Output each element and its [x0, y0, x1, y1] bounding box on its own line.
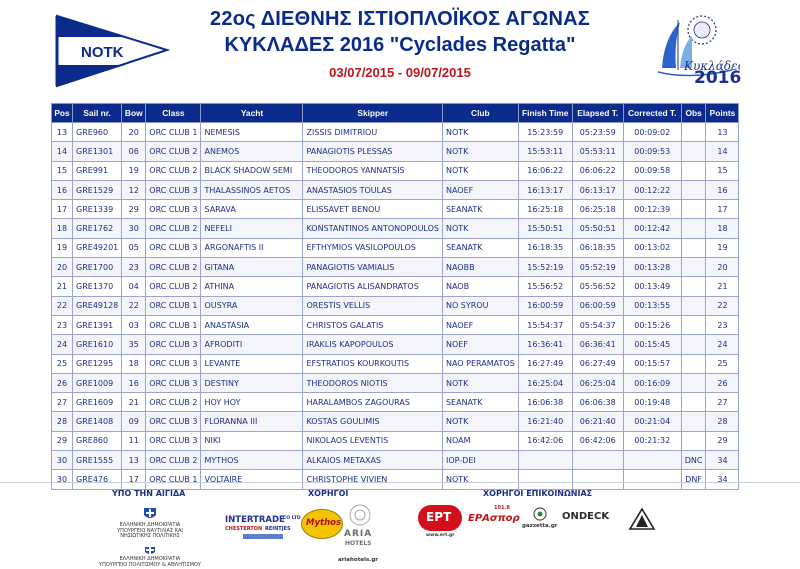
- table-cell: GRE1295: [73, 354, 122, 373]
- table-cell: 06:36:41: [572, 335, 623, 354]
- table-cell: [518, 451, 572, 470]
- table-cell: ORC CLUB 3: [146, 354, 201, 373]
- table-cell: 16:25:18: [518, 200, 572, 219]
- table-cell: ORC CLUB 2: [146, 258, 201, 277]
- table-cell: NAOEF: [442, 315, 518, 334]
- table-cell: 21: [706, 277, 739, 296]
- table-cell: [681, 258, 706, 277]
- table-cell: 04: [122, 277, 146, 296]
- table-cell: [681, 354, 706, 373]
- gazzetta-logo: gazzetta.gr: [520, 507, 562, 533]
- table-cell: AFRODITI: [201, 335, 303, 354]
- column-header: Obs: [681, 104, 706, 123]
- table-cell: 20: [122, 123, 146, 142]
- table-cell: ORC CLUB 3: [146, 431, 201, 450]
- table-cell: 25: [706, 354, 739, 373]
- table-row: [52, 200, 739, 219]
- table-cell: 15:50:51: [518, 219, 572, 238]
- table-cell: ELISSAVET BENOU: [303, 200, 442, 219]
- table-cell: 00:09:58: [623, 161, 681, 180]
- table-cell: 05: [122, 238, 146, 257]
- table-cell: 23: [52, 315, 73, 334]
- table-cell: 00:12:39: [623, 200, 681, 219]
- table-cell: ORC CLUB 3: [146, 238, 201, 257]
- page-header: [0, 0, 800, 100]
- table-cell: 16:42:06: [518, 431, 572, 450]
- table-row: [52, 451, 739, 470]
- table-cell: 23: [706, 315, 739, 334]
- table-cell: THALASSINOS AETOS: [201, 180, 303, 199]
- table-cell: 03: [122, 315, 146, 334]
- table-row: [52, 412, 739, 431]
- column-header: Class: [146, 104, 201, 123]
- table-cell: 18: [122, 354, 146, 373]
- table-cell: 24: [52, 335, 73, 354]
- table-cell: HARALAMBOS ZAGOURAS: [303, 393, 442, 412]
- notk-logo-text: NOTK: [81, 44, 124, 61]
- table-cell: 19: [706, 238, 739, 257]
- table-cell: ARGONAFTIS II: [201, 238, 303, 257]
- table-cell: DESTINY: [201, 373, 303, 392]
- column-header: Sail nr.: [73, 104, 122, 123]
- ert-url: www.ert.gr: [426, 533, 455, 538]
- table-cell: 22: [122, 296, 146, 315]
- table-cell: ORC CLUB 2: [146, 277, 201, 296]
- table-cell: ORC CLUB 3: [146, 335, 201, 354]
- column-header: Finish Time: [518, 104, 572, 123]
- table-cell: ORC CLUB 1: [146, 315, 201, 334]
- table-cell: GRE1301: [73, 142, 122, 161]
- table-cell: THEODOROS YANNATSIS: [303, 161, 442, 180]
- table-cell: 26: [52, 373, 73, 392]
- table-cell: ORC CLUB 3: [146, 200, 201, 219]
- table-row: [52, 123, 739, 142]
- table-cell: NOTK: [442, 142, 518, 161]
- table-cell: GITANA: [201, 258, 303, 277]
- table-cell: 21: [122, 393, 146, 412]
- table-cell: FLORANNA III: [201, 412, 303, 431]
- table-cell: 13: [706, 123, 739, 142]
- page-footer: [0, 482, 800, 569]
- table-cell: ORC CLUB 2: [146, 393, 201, 412]
- table-cell: ORC CLUB 1: [146, 296, 201, 315]
- table-cell: GRE860: [73, 431, 122, 450]
- table-cell: BLACK SHADOW SEMI: [201, 161, 303, 180]
- table-cell: 06:06:22: [572, 161, 623, 180]
- table-cell: 14: [706, 142, 739, 161]
- table-cell: DNC: [681, 451, 706, 470]
- table-cell: GRE1408: [73, 412, 122, 431]
- table-cell: [681, 180, 706, 199]
- results-table: [51, 103, 739, 490]
- table-cell: [681, 393, 706, 412]
- table-cell: 24: [706, 335, 739, 354]
- table-cell: 34: [706, 451, 739, 470]
- aria-hotels-logo: ARIA HOTELS ariahotels.gr: [340, 503, 380, 565]
- table-cell: [681, 161, 706, 180]
- table-cell: 15: [706, 161, 739, 180]
- table-cell: 16: [706, 180, 739, 199]
- table-cell: 28: [706, 412, 739, 431]
- sponsors-heading: ΧΟΡΗΓΟΙ: [308, 489, 349, 498]
- table-cell: 00:15:45: [623, 335, 681, 354]
- table-cell: 29: [52, 431, 73, 450]
- table-cell: 06:27:49: [572, 354, 623, 373]
- table-cell: 22: [52, 296, 73, 315]
- table-cell: 06:00:59: [572, 296, 623, 315]
- table-cell: 15:52:19: [518, 258, 572, 277]
- table-cell: VOLTAIRE: [201, 470, 303, 489]
- ert-logo: ΕΡΤ: [418, 505, 462, 531]
- column-header: Points: [706, 104, 739, 123]
- table-cell: 16:25:04: [518, 373, 572, 392]
- table-cell: GRE991: [73, 161, 122, 180]
- event-dates: 03/07/2015 - 09/07/2015: [329, 65, 471, 80]
- table-cell: 05:53:11: [572, 142, 623, 161]
- table-cell: 00:12:42: [623, 219, 681, 238]
- table-cell: GRE1391: [73, 315, 122, 334]
- table-cell: IOP-DEI: [442, 451, 518, 470]
- table-cell: 17: [122, 470, 146, 489]
- table-cell: [681, 296, 706, 315]
- table-cell: ANASTASIA: [201, 315, 303, 334]
- table-cell: 16:13:17: [518, 180, 572, 199]
- table-row: [52, 354, 739, 373]
- table-cell: [681, 123, 706, 142]
- column-header: Corrected T.: [623, 104, 681, 123]
- table-cell: ORC CLUB 3: [146, 180, 201, 199]
- table-cell: 35: [122, 335, 146, 354]
- table-cell: 16:06:38: [518, 393, 572, 412]
- table-cell: 28: [52, 412, 73, 431]
- table-cell: SARAVA: [201, 200, 303, 219]
- table-cell: 06:25:04: [572, 373, 623, 392]
- table-cell: 05:54:37: [572, 315, 623, 334]
- cyclades-2016-logo: [640, 8, 740, 92]
- table-cell: 22: [706, 296, 739, 315]
- table-cell: 19: [122, 161, 146, 180]
- table-cell: GRE1555: [73, 451, 122, 470]
- table-cell: 12: [122, 180, 146, 199]
- column-header: Skipper: [303, 104, 442, 123]
- table-cell: 06:21:40: [572, 412, 623, 431]
- table-cell: 30: [122, 219, 146, 238]
- table-cell: GRE1370: [73, 277, 122, 296]
- table-cell: 05:23:59: [572, 123, 623, 142]
- table-cell: NEFELI: [201, 219, 303, 238]
- table-header-row: [52, 104, 739, 123]
- table-cell: 26: [706, 373, 739, 392]
- table-cell: [623, 451, 681, 470]
- table-cell: NIKI: [201, 431, 303, 450]
- table-row: [52, 258, 739, 277]
- table-cell: 17: [706, 200, 739, 219]
- table-cell: 00:13:02: [623, 238, 681, 257]
- table-cell: 16:18:35: [518, 238, 572, 257]
- table-cell: NOTK: [442, 470, 518, 489]
- intertrade-logo: INTERTRADE CO LTD CHESTERTON REINTJES: [225, 513, 303, 543]
- table-cell: 00:13:55: [623, 296, 681, 315]
- table-cell: 16:21:40: [518, 412, 572, 431]
- table-cell: MYTHOS: [201, 451, 303, 470]
- table-cell: GRE1529: [73, 180, 122, 199]
- svg-text:Κυκλάδες: Κυκλάδες: [684, 59, 740, 73]
- greek-emblem-icon: [141, 546, 159, 556]
- table-cell: 30: [52, 470, 73, 489]
- table-cell: 00:13:28: [623, 258, 681, 277]
- table-cell: [681, 277, 706, 296]
- table-cell: 16:00:59: [518, 296, 572, 315]
- table-cell: 18: [52, 219, 73, 238]
- table-cell: ORC CLUB 2: [146, 451, 201, 470]
- table-cell: KONSTANTINOS ANTONOPOULOS: [303, 219, 442, 238]
- table-cell: 09: [122, 412, 146, 431]
- column-header: Pos: [52, 104, 73, 123]
- table-cell: 20: [706, 258, 739, 277]
- table-cell: 06:13:17: [572, 180, 623, 199]
- table-row: [52, 296, 739, 315]
- table-cell: NAOEF: [442, 180, 518, 199]
- table-cell: 00:09:02: [623, 123, 681, 142]
- ministry-culture-label: ΕΛΛΗΝΙΚΗ ΔΗΜΟΚΡΑΤΙΑ ΥΠΟΥΡΓΕΙΟ ΠΟΛΙΤΙΣΜΟΥ & ΑΘΛΗΤΙΣΜΟΥ: [99, 556, 201, 568]
- table-cell: 15:53:11: [518, 142, 572, 161]
- table-cell: 06: [122, 142, 146, 161]
- table-cell: [681, 335, 706, 354]
- table-cell: 00:13:49: [623, 277, 681, 296]
- table-cell: GRE49128: [73, 296, 122, 315]
- table-row: [52, 373, 739, 392]
- table-cell: NOAM: [442, 431, 518, 450]
- greek-coat-of-arms-icon: [141, 507, 159, 521]
- table-cell: 13: [122, 451, 146, 470]
- table-cell: NO SYROU: [442, 296, 518, 315]
- table-cell: PANAGIOTIS VAMIALIS: [303, 258, 442, 277]
- table-cell: ALKAIOS METAXAS: [303, 451, 442, 470]
- table-cell: NEMESIS: [201, 123, 303, 142]
- table-cell: ORC CLUB 2: [146, 142, 201, 161]
- table-row: [52, 335, 739, 354]
- triangle-logo-icon: [628, 507, 656, 531]
- table-body: [52, 123, 739, 490]
- table-cell: 27: [706, 393, 739, 412]
- table-cell: 19: [52, 238, 73, 257]
- table-cell: 15:54:37: [518, 315, 572, 334]
- table-cell: 15:23:59: [518, 123, 572, 142]
- table-cell: 05:56:52: [572, 277, 623, 296]
- table-cell: NAOB: [442, 277, 518, 296]
- table-cell: SEANATK: [442, 393, 518, 412]
- table-cell: KOSTAS GOULIMIS: [303, 412, 442, 431]
- table-row: [52, 161, 739, 180]
- table-cell: ANASTASIOS TOULAS: [303, 180, 442, 199]
- table-cell: 15: [52, 161, 73, 180]
- table-cell: 27: [52, 393, 73, 412]
- table-cell: 00:19:48: [623, 393, 681, 412]
- table-cell: [572, 451, 623, 470]
- table-cell: 14: [52, 142, 73, 161]
- event-title-line1: 22ος ΔΙΕΘΝΗΣ ΙΣΤΙΟΠΛΟΪΚΟΣ ΑΓΩΝΑΣ: [210, 8, 590, 30]
- table-cell: 06:18:35: [572, 238, 623, 257]
- table-cell: GRE49201: [73, 238, 122, 257]
- aria-emblem-icon: [340, 503, 380, 527]
- table-cell: ORC CLUB 2: [146, 219, 201, 238]
- table-cell: 05:50:51: [572, 219, 623, 238]
- table-cell: 20: [52, 258, 73, 277]
- column-header: Club: [442, 104, 518, 123]
- table-cell: [681, 142, 706, 161]
- table-cell: IRAKLIS KAPOPOULOS: [303, 335, 442, 354]
- table-cell: 15:56:52: [518, 277, 572, 296]
- table-cell: ORESTIS VELLIS: [303, 296, 442, 315]
- table-cell: ORC CLUB 1: [146, 123, 201, 142]
- table-cell: OUSYRA: [201, 296, 303, 315]
- table-cell: 00:09:53: [623, 142, 681, 161]
- table-row: [52, 393, 739, 412]
- table-cell: 16:27:49: [518, 354, 572, 373]
- table-cell: [681, 431, 706, 450]
- table-row: [52, 315, 739, 334]
- column-header: Yacht: [201, 104, 303, 123]
- table-cell: NOTK: [442, 412, 518, 431]
- table-cell: [681, 412, 706, 431]
- event-title-line2: ΚΥΚΛΑΔΕΣ 2016 "Cyclades Regatta": [224, 34, 576, 56]
- table-cell: ATHINA: [201, 277, 303, 296]
- table-row: [52, 180, 739, 199]
- table-cell: 30: [52, 451, 73, 470]
- table-cell: NIKOLAOS LEVENTIS: [303, 431, 442, 450]
- table-cell: 06:06:38: [572, 393, 623, 412]
- table-cell: SEANATK: [442, 238, 518, 257]
- table-cell: [681, 238, 706, 257]
- table-cell: 06:25:18: [572, 200, 623, 219]
- table-cell: [681, 200, 706, 219]
- table-cell: SEANATK: [442, 200, 518, 219]
- table-cell: GRE1009: [73, 373, 122, 392]
- table-cell: 34: [706, 470, 739, 489]
- table-row: [52, 142, 739, 161]
- table-cell: GRE1700: [73, 258, 122, 277]
- ondeck-logo: ONDECK: [562, 511, 610, 522]
- table-cell: CHRISTOPHE VIVIEN: [303, 470, 442, 489]
- table-cell: 17: [52, 200, 73, 219]
- table-cell: 00:21:04: [623, 412, 681, 431]
- table-row: [52, 277, 739, 296]
- table-cell: PANAGIOTIS PLESSAS: [303, 142, 442, 161]
- table-cell: NOTK: [442, 219, 518, 238]
- patronage-heading: ΥΠΟ ΤΗΝ ΑΙΓΙΔΑ: [112, 489, 186, 498]
- table-cell: ORC CLUB 1: [146, 470, 201, 489]
- table-cell: GRE1610: [73, 335, 122, 354]
- table-cell: 25: [52, 354, 73, 373]
- table-cell: [681, 373, 706, 392]
- table-cell: 11: [122, 431, 146, 450]
- table-cell: ZISSIS DIMITRIOU: [303, 123, 442, 142]
- table-cell: 00:15:57: [623, 354, 681, 373]
- notk-club-logo: [55, 10, 170, 92]
- table-cell: 05:52:19: [572, 258, 623, 277]
- table-cell: 16:36:41: [518, 335, 572, 354]
- table-cell: NOTK: [442, 373, 518, 392]
- table-cell: [681, 315, 706, 334]
- table-cell: 18: [706, 219, 739, 238]
- table-cell: GRE1609: [73, 393, 122, 412]
- table-row: [52, 238, 739, 257]
- table-cell: ORC CLUB 3: [146, 412, 201, 431]
- table-cell: 29: [706, 431, 739, 450]
- table-cell: 16: [122, 373, 146, 392]
- table-cell: DNF: [681, 470, 706, 489]
- table-cell: NAO PERAMATOS: [442, 354, 518, 373]
- table-cell: ORC CLUB 2: [146, 161, 201, 180]
- table-cell: 21: [52, 277, 73, 296]
- table-cell: HOY HOY: [201, 393, 303, 412]
- table-row: [52, 431, 739, 450]
- table-cell: 13: [52, 123, 73, 142]
- table-cell: GRE1339: [73, 200, 122, 219]
- table-cell: [681, 219, 706, 238]
- table-cell: 23: [122, 258, 146, 277]
- column-header: Elapsed T.: [572, 104, 623, 123]
- eraspor-logo: 101.8 ΕΡΑσπορ: [468, 505, 520, 524]
- gazzetta-icon: [530, 507, 550, 521]
- ministry-shipping-label: ΕΛΛΗΝΙΚΗ ΔΗΜΟΚΡΑΤΙΑ ΥΠΟΥΡΓΕΙΟ ΝΑΥΤΙΛΙΑΣ ΚΑΙ ΝΗΣΙΩΤΙΚΗΣ ΠΟΛΙΤΙΚΗΣ: [117, 522, 183, 540]
- column-header: Bow: [122, 104, 146, 123]
- table-cell: NOTK: [442, 123, 518, 142]
- table-cell: GRE1762: [73, 219, 122, 238]
- table-cell: PANAGIOTIS ALISANDRATOS: [303, 277, 442, 296]
- table-cell: GRE476: [73, 470, 122, 489]
- table-cell: 00:16:09: [623, 373, 681, 392]
- table-cell: THEODOROS NIOTIS: [303, 373, 442, 392]
- table-cell: GRE960: [73, 123, 122, 142]
- table-cell: 16:06:22: [518, 161, 572, 180]
- table-cell: EFTHYMIOS VASILOPOULOS: [303, 238, 442, 257]
- mythos-logo: Mythos: [301, 509, 343, 539]
- table-cell: 00:15:26: [623, 315, 681, 334]
- table-cell: NOEF: [442, 335, 518, 354]
- table-cell: 00:21:32: [623, 431, 681, 450]
- table-cell: 16: [52, 180, 73, 199]
- table-cell: NAOBB: [442, 258, 518, 277]
- table-cell: EFSTRATIOS KOURKOUTIS: [303, 354, 442, 373]
- table-cell: 29: [122, 200, 146, 219]
- table-row: [52, 219, 739, 238]
- media-sponsors-heading: ΧΟΡΗΓΟΙ ΕΠΙΚΟΙΝΩΝΙΑΣ: [483, 489, 593, 498]
- table-cell: CHRISTOS GALATIS: [303, 315, 442, 334]
- logo-year: 2016: [694, 68, 742, 88]
- table-cell: ORC CLUB 3: [146, 373, 201, 392]
- table-cell: 00:12:22: [623, 180, 681, 199]
- table-cell: 06:42:06: [572, 431, 623, 450]
- table-cell: NOTK: [442, 161, 518, 180]
- table-cell: LEVANTE: [201, 354, 303, 373]
- table-cell: ANEMOS: [201, 142, 303, 161]
